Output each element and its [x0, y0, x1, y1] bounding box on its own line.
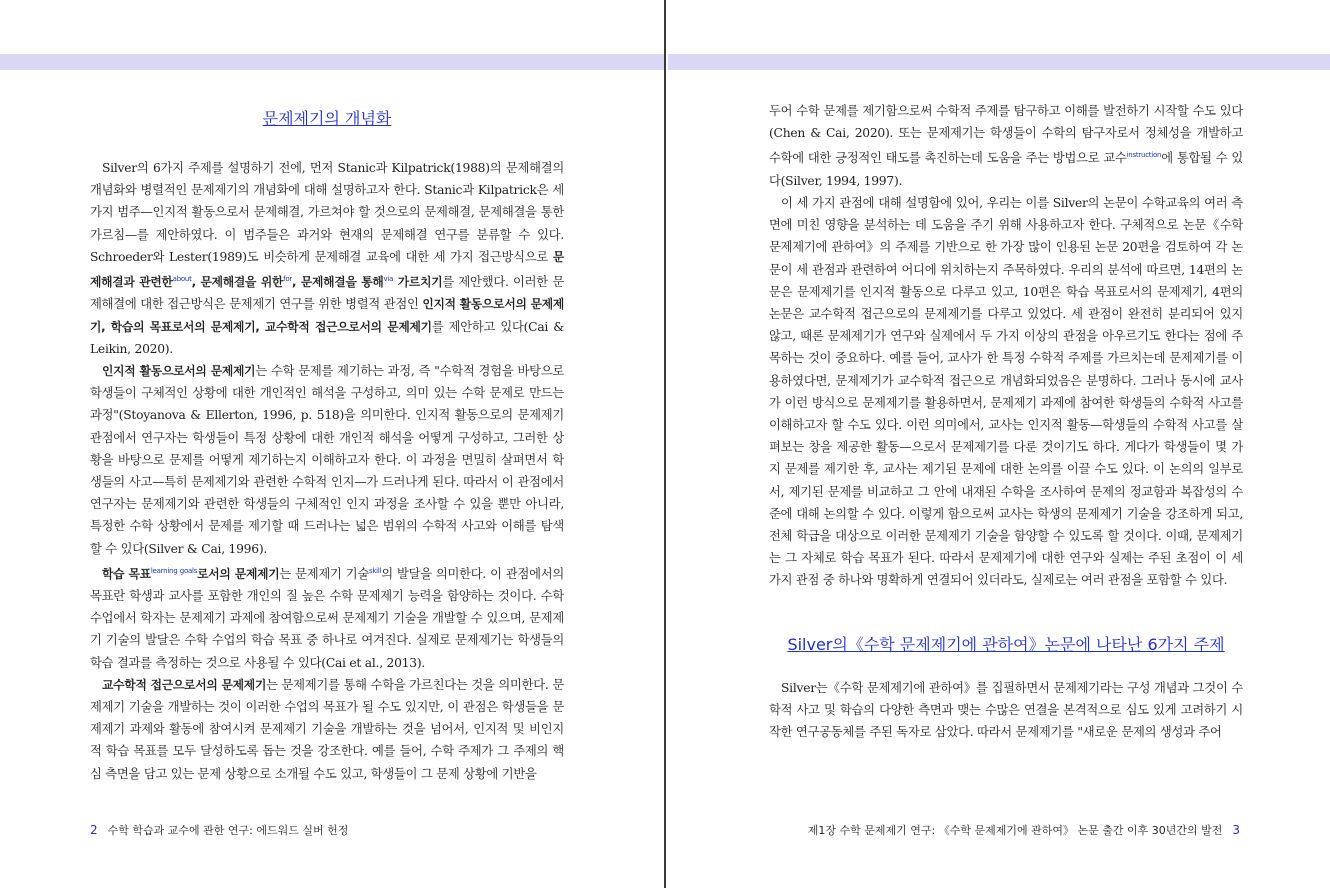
bold-term: 문제해결을 통해	[300, 275, 384, 290]
section-heading: 문제제기의 개념화	[262, 109, 392, 128]
bold-term: 인지적 활동으로서의 문제제기, 학습의 목표로서의 문제제기, 교수학적 접근으로서의 문제제기	[90, 297, 565, 334]
paragraph-3	[90, 560, 564, 674]
running-title: 제1장 수학 문제제기 연구: 《수학 문제제기에 관하여》 논문 출간 이후 30년간의 발전	[807, 824, 1223, 837]
bold-term: 문제해결과 관련한	[90, 249, 564, 290]
paragraph-continued	[769, 100, 1243, 192]
paragraph-text: 는 문제제기를 통해 수학을 가르친다는 것을 의미한다. 문제제기 기술을 개발하는 것이 이러한 수업의 목표가 될 수도 있지만, 이 관점은 학생들을 문제제기 과제와 활동에 참여시켜 문제제기 기술을 개발하는 것을 넘어서, 인지적 및 비인지적 학습 목표를 모두 달성하도록 돕는 것을 강조한다. 예를 들어, 수학 주제가 그 주제의 핵심 측면을 담고 있는 문제 상황으로 소개될 수도 있고, 학생들이 그 문제 상황에 기반을	[90, 677, 564, 781]
bold-term: 로서의 문제제기	[197, 566, 280, 581]
footer-left	[90, 822, 348, 838]
page-number: 2	[90, 823, 98, 837]
left-page	[90, 100, 564, 785]
top-band-left	[0, 54, 664, 70]
running-title: 수학 학습과 교수에 관한 연구: 에드워드 실버 헌정	[107, 824, 349, 837]
top-band-right	[668, 54, 1330, 70]
paragraph-2	[90, 360, 564, 560]
bold-term: 인지적 활동으로서의 문제제기	[102, 363, 256, 378]
paragraph-5: 이 세 가지 관점에 대해 설명함에 있어, 우리는 이를 Silver의 논문이 수학교육의 여러 측면에 미친 영향을 분석하는 데 도움을 주기 위해 사용하고자 한다. 구체적으로 논문《수학 문제제기에 관하여》의 주제를 기반으로 한 가장 많이 인용된 논문 20편을 검토하여 각 논문이 세 관점과 관련하여 어디에 위치하는지 주목하였다. 우리의 분석에 따르면, 14편의 논문은 문제제기를 인지적 활동으로 다루고 있고, 10편은 학습 목표로서의 문제제기, 4편의 논문은 교수학적 접근으로의 문제제기를 다루고 있었다. 세 관점이 완전히 분리되어 있지 않고, 때론 문제제기가 연구와 실제에서 두 가지 이상의 관점을 아우르기도 한다는 점에 주목하는 것이 중요하다. 예를 들어, 교사가 한 특정 수학적 주제를 가르치는데 문제제기를 이용하였다면, 문제제기가 교수학적 접근으로 개념화되었음은 분명하다. 그러나 동시에 교사가 이런 방식으로 문제제기를 활용하면서, 문제제기 과제에 참여한 학생들의 수학적 사고를 이해하고자 할 수도 있다. 이런 의미에서, 교사는 인지적 활동—학생들의 수학적 사고를 살펴보는 창을 제공한 활동—으로서 문제제기를 다룬 것이기도 하다. 게다가 학생들이 몇 가지 문제를 제기한 후, 교사는 제기된 문제에 대한 논의를 이끌 수도 있다. 이 논의의 일부로서, 제기된 문제를 비교하고 그 안에 내재된 수학을 조사하여 문제의 정교함과 복잡성의 수준에 대해 논의할 수 있다. 이렇게 함으로써 교사는 학생의 문제제기 기술을 강조하게 되고, 전체 학급을 대상으로 이러한 문제제기 기술을 함양할 수 있도록 할 것이다. 이때, 문제제기는 그 자체로 학습 목표가 된다. 따라서 문제제기에 대한 연구와 실제는 주된 초점이 이 세 가지 관점 중 하나와 명확하게 연결되어 있더라도, 실제로는 여러 관점을 포함할 수 있다.	[769, 195, 1243, 588]
paragraph-6: Silver는《수학 문제제기에 관하여》를 집필하면서 문제제기라는 구성 개념과 그것이 수학적 사고 및 학습의 다양한 측면과 맺는 수많은 연결을 본격적으로 심도 있게 고려하기 시작한 연구공동체를 주된 독자로 삼았다. 따라서 문제제기를 "새로운 문제의 생성과 주어	[769, 680, 1243, 739]
paragraph-text: 를 제안했다. 이러한 문제해결에 대한 접근방식은 문제제기 연구를 위한 병렬적 관점인	[90, 275, 564, 312]
gloss-term: about	[172, 275, 192, 284]
paragraph-1	[90, 157, 564, 360]
footer-right	[808, 822, 1240, 838]
gloss-term: skill	[368, 566, 382, 575]
paragraph-4	[90, 674, 564, 785]
section-heading: Silver의《수학 문제제기에 관하여》논문에 나타난 6가지 주제	[787, 634, 1225, 654]
gloss-term: for	[283, 275, 292, 284]
bold-term: 가르치기	[393, 275, 443, 290]
page-number: 3	[1232, 823, 1240, 837]
gloss-term: via	[383, 275, 394, 284]
paragraph-text: 는 문제제기 기술	[279, 566, 369, 581]
bold-term: 문제해결을 위한	[200, 275, 284, 290]
separator: ,	[292, 275, 301, 290]
paragraph-text: 는 수학 문제를 제기하는 과정, 즉 "수학적 경험을 바탕으로 학생들이 구체적인 상황에 대한 개인적인 해석을 구성하고, 의미 있는 수학 문제로 만드는 과정"(Stoyanova & Ellerton, 1996, p. 518)을 의미한다. 인지적 활동으로의 문제제기 관점에서 연구자는 학생들이 특정 상황에 대한 개인적 해석을 어떻게 구성하고, 그러한 상황을 바탕으로 문제를 어떻게 제기하는지 이해하고자 한다. 이 과정을 면밀히 살펴면서 학생들의 사고—특히 문제제기와 관련한 수학적 인지—가 드러나게 된다. 따라서 이 관점에서 연구자는 문제제기와 관련한 학생들의 구체적인 인지 과정을 조사할 수 있을 뿐만 아니라, 특정한 수학 상황에서 문제를 제기할 때 드러나는 넓은 범위의 수학적 사고와 이해를 탐색할 수 있다(Silver & Cai, 1996).	[90, 363, 564, 556]
paragraph-text: 에 통합될 수 있다(Silver, 1994, 1997).	[769, 151, 1243, 188]
bold-term: 교수학적 접근으로서의 문제제기	[102, 677, 267, 692]
gloss-term: learning goals	[150, 566, 198, 575]
right-page	[769, 100, 1243, 743]
separator: ,	[191, 275, 201, 290]
paragraph-text: 두어 수학 문제를 제기함으로써 수학적 주제를 탐구하고 이해를 발전하기 시작할 수도 있다(Chen & Cai, 2020). 또는 문제제기는 학생들이 수학의 탐구자로서 정체성을 개발하고 수학에 대한 긍정적인 태도를 촉진하는데 도움을 주는 방법으로 교수	[769, 104, 1243, 166]
gloss-term: instruction	[1126, 151, 1162, 160]
bold-term: 학습 목표	[102, 566, 151, 581]
paragraph-text: 를 제안하고 있다(Cai & Leikin, 2020).	[90, 319, 565, 356]
book-spine	[664, 0, 666, 888]
paragraph-text: Silver의 6가지 주제를 설명하기 전에, 먼저 Stanic과 Kilpatrick(1988)의 문제해결의 개념화와 병렬적인 문제제기의 개념화에 대해 설명하고자 한다. Stanic과 Kilpatrick은 세 가지 범주—인지적 활동으로서 문제해결, 가르쳐야 할 것으로의 문제해결, 문제해결을 통한 가르침—를 제안하였다. 이 범주들은 과거와 현재의 문제해결 연구를 분류할 수 있다. Schroeder와 Lester(1989)도 비슷하게 문제해결 교육에 대한 세 가지 접근방식으로	[90, 161, 564, 264]
paragraph-text: 의 발달을 의미한다. 이 관점에서의 목표란 학생과 교사를 포함한 개인의 질 높은 수학 문제제기 능력을 함양하는 것이다. 수학 수업에서 학자는 문제제기 과제에 참여함으로써 문제제기 기술을 개발할 수 있으며, 문제제기 기술의 발달은 수학 수업의 학습 목표 중 하나로 여겨진다. 실제로 문제제기는 학생들의 학습 결과를 측정하는 것으로 사용될 수 있다(Cai et al., 2013).	[90, 566, 564, 670]
